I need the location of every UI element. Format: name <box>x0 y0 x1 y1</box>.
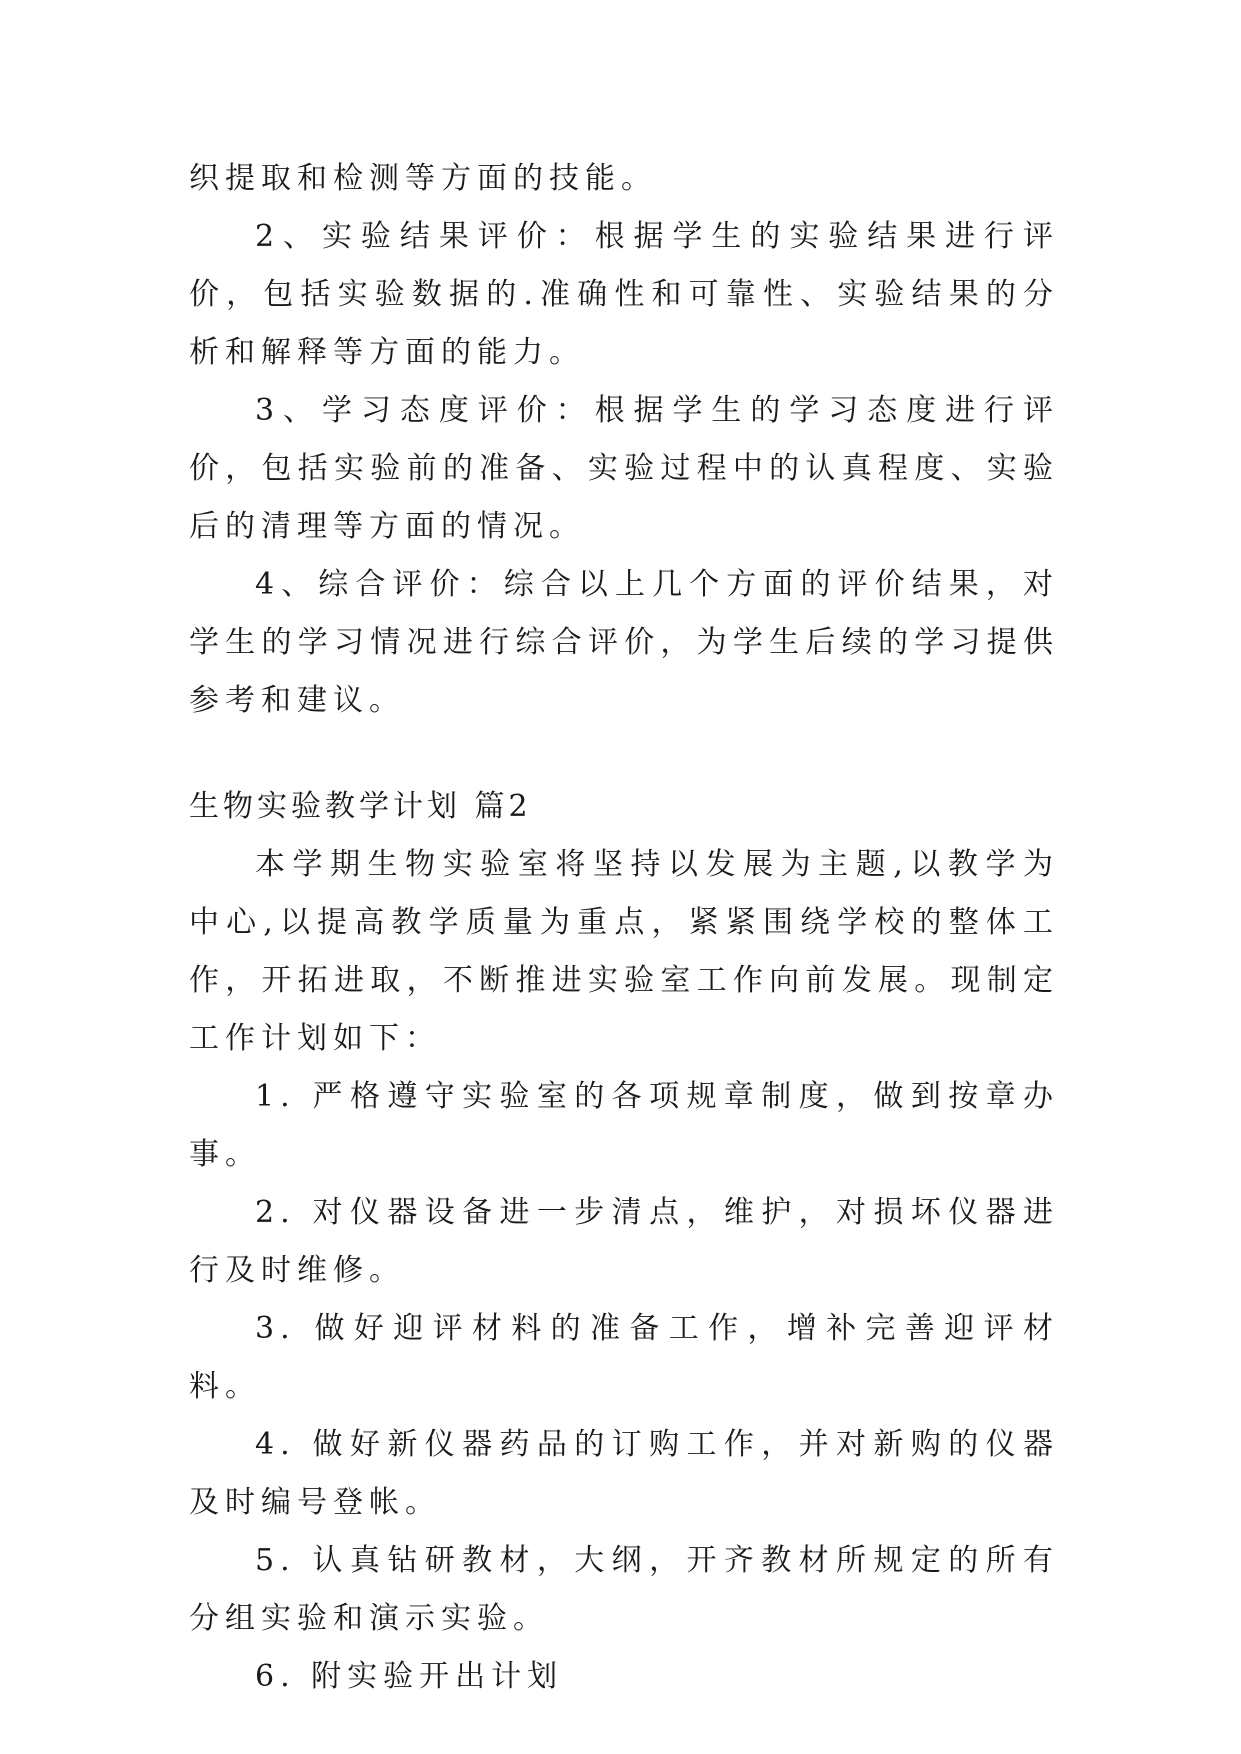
plan-item-3: 3. 做好迎评材料的准备工作，增补完善迎评材料。 <box>189 1311 1059 1404</box>
plan-item-6: 6. 附实验开出计划 <box>255 1659 564 1694</box>
plan-item-5: 5. 认真钻研教材，大纲，开齐教材所规定的所有分组实验和演示实验。 <box>189 1543 1059 1636</box>
evaluation-item-2: 2、实验结果评价：根据学生的实验结果进行评价，包括实验数据的.准确性和可靠性、实验结果的分析和解释等方面的能力。 <box>189 219 1059 370</box>
plan-item-4: 4. 做好新仪器药品的订购工作，并对新购的仪器及时编号登帐。 <box>189 1427 1059 1520</box>
plan-item-1: 1. 严格遵守实验室的各项规章制度，做到按章办事。 <box>189 1079 1059 1172</box>
document-page <box>189 150 1059 1706</box>
section-title: 生物实验教学计划 篇2 <box>189 789 532 824</box>
evaluation-item-3: 3、学习态度评价：根据学生的学习态度进行评价，包括实验前的准备、实验过程中的认真程度、实验后的清理等方面的情况。 <box>189 393 1059 544</box>
intro-paragraph: 本学期生物实验室将坚持以发展为主题,以教学为中心,以提高教学质量为重点，紧紧围绕学校的整体工作，开拓进取，不断推进实验室工作向前发展。现制定工作计划如下： <box>189 847 1059 1056</box>
continued-paragraph: 织提取和检测等方面的技能。 <box>189 161 657 196</box>
plan-item-2: 2. 对仪器设备进一步清点，维护，对损坏仪器进行及时维修。 <box>189 1195 1059 1288</box>
evaluation-item-4: 4、综合评价：综合以上几个方面的评价结果，对学生的学习情况进行综合评价，为学生后续的学习提供参考和建议。 <box>189 567 1059 718</box>
